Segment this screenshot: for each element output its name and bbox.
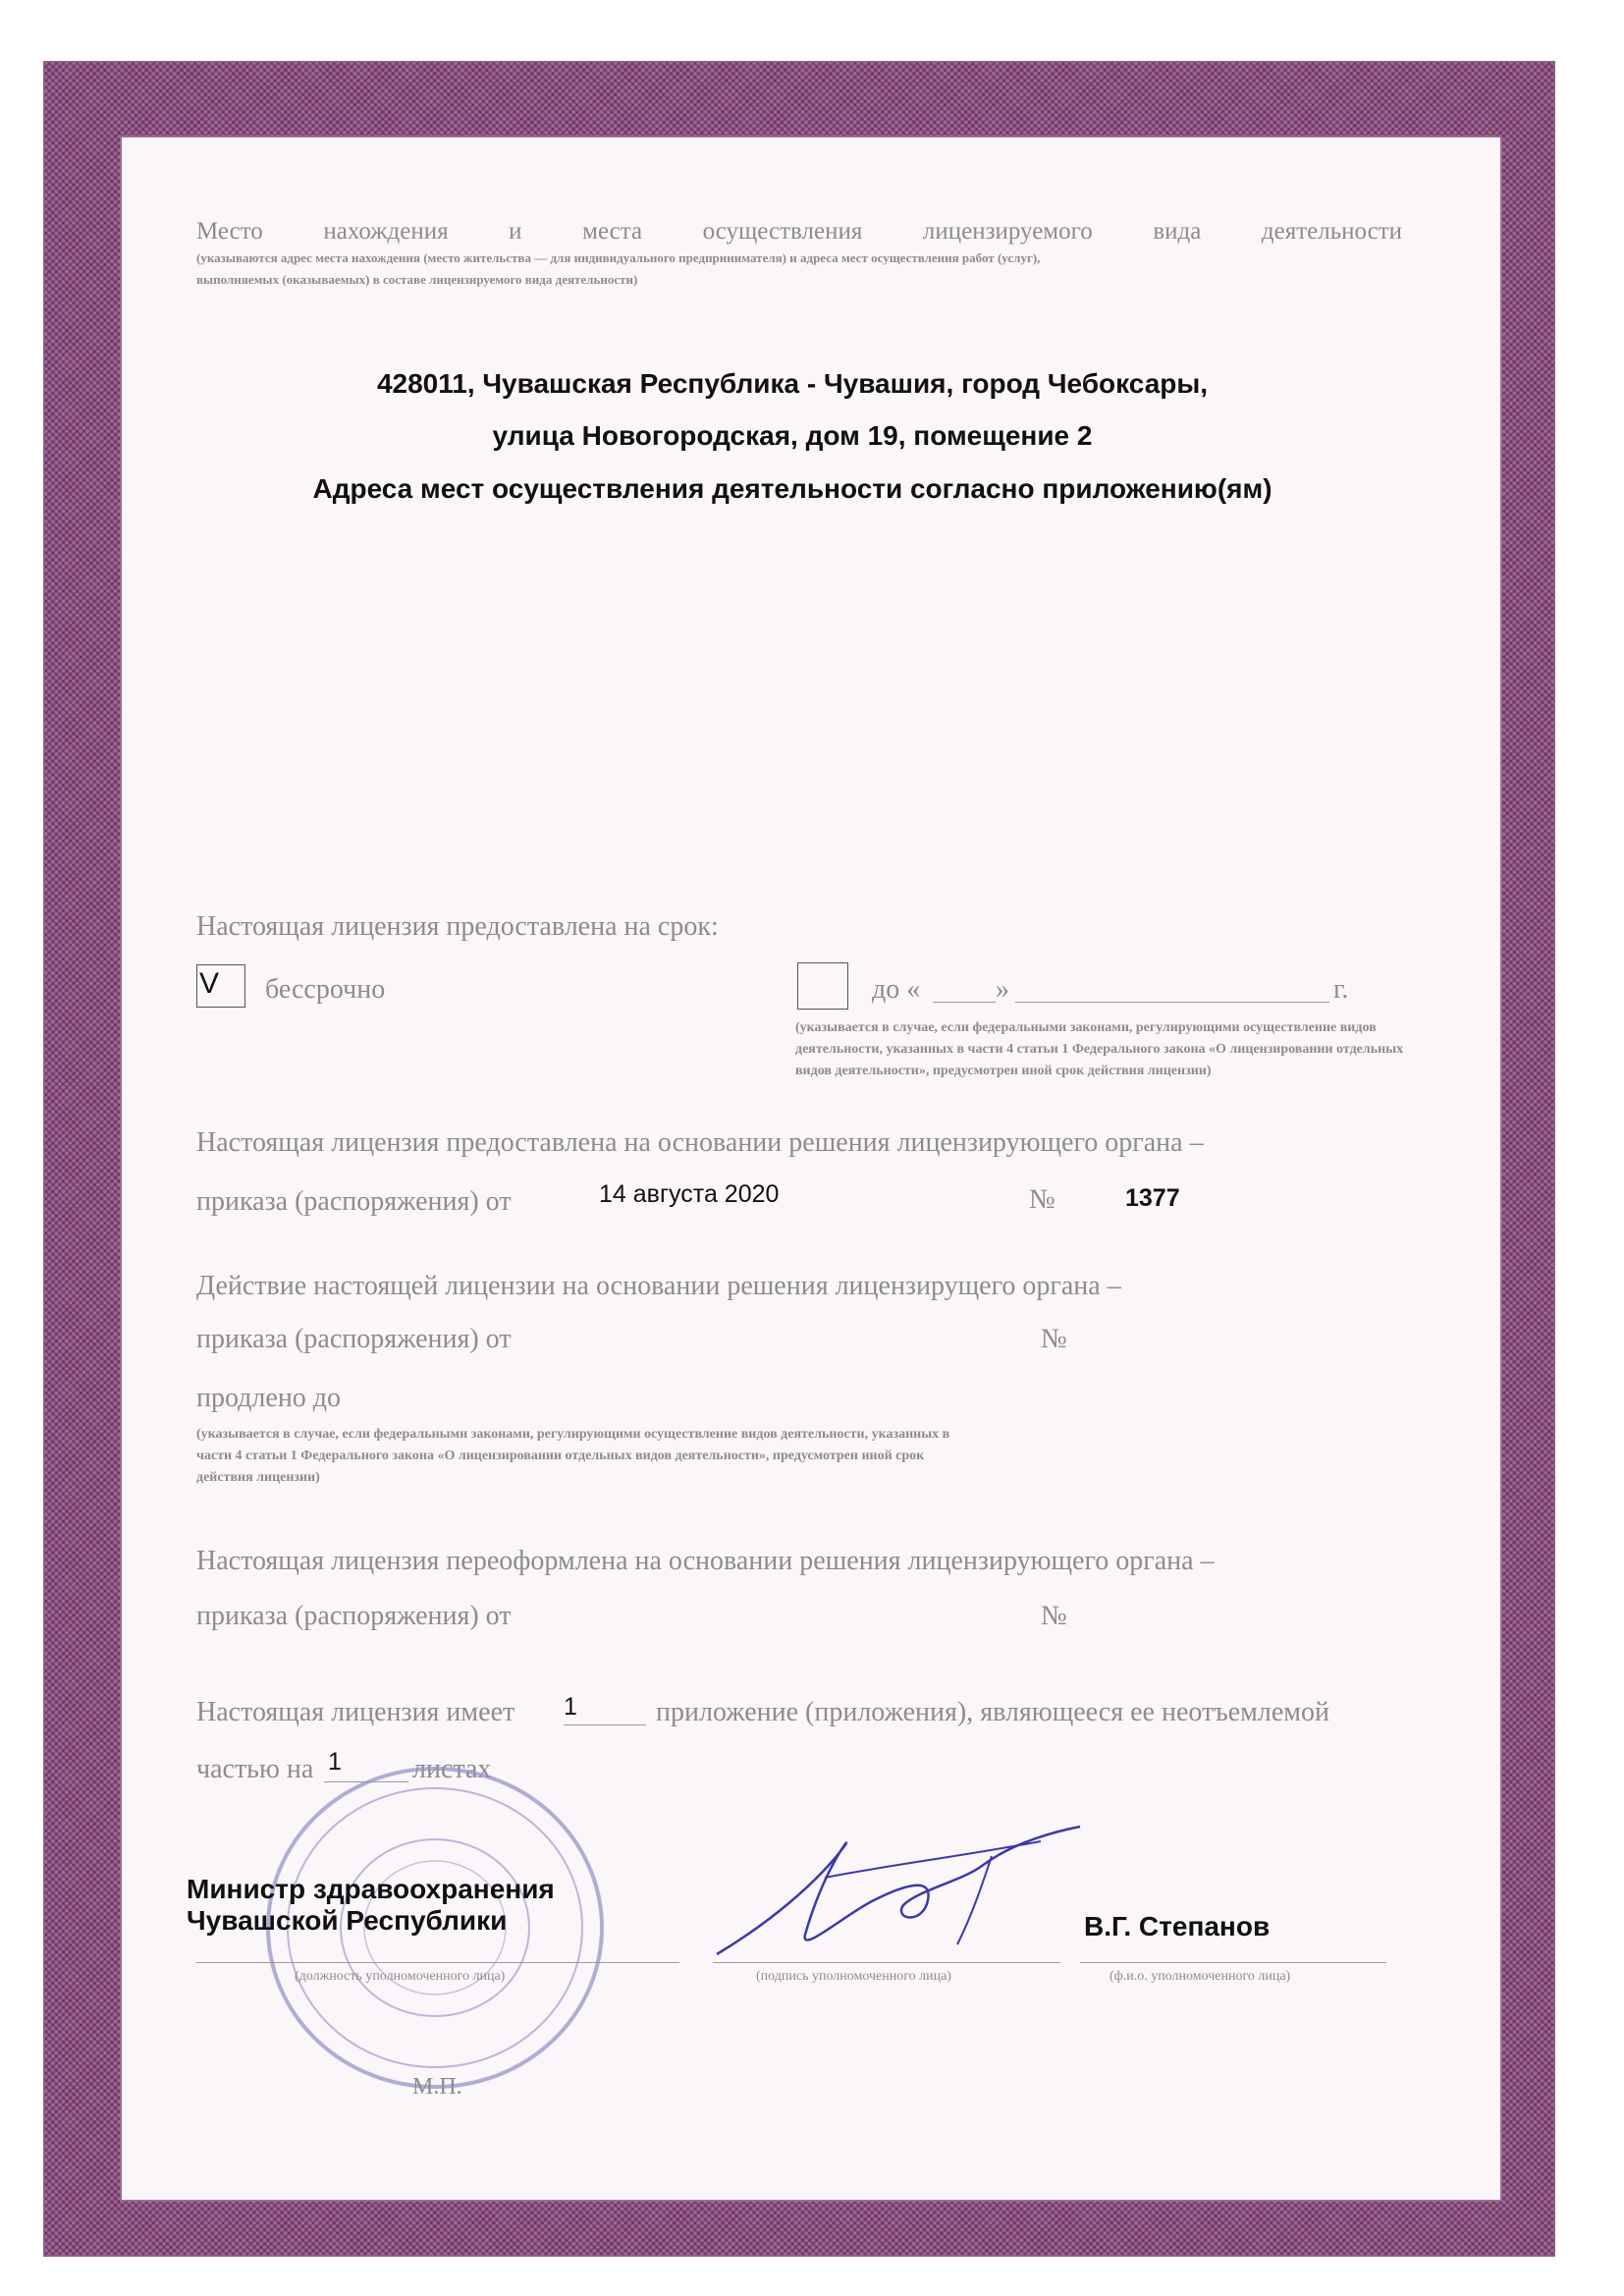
perpetual-checkbox: [196, 964, 245, 1008]
basis-heading: Настоящая лицензия предоставлена на основании решения лицензирующего органа –: [196, 1127, 1204, 1158]
until-label: до «: [872, 974, 921, 1005]
perpetual-label: бессрочно: [265, 974, 386, 1005]
until-year-suffix: г.: [1333, 974, 1349, 1005]
signer-name: В.Г. Степанов: [1084, 1911, 1271, 1941]
basis-order-number: 1377: [1125, 1184, 1180, 1212]
appendix-text-after: приложение (приложения), являющееся ее неотъемлемой: [656, 1697, 1329, 1727]
handwritten-signature: [707, 1807, 1100, 1974]
location-note-1: (указываются адрес места нахождения (место жительства — для индивидуального предпринимателя) и адреса мест осуществления работ (услуг),: [196, 250, 1041, 265]
until-date-line: [1015, 1002, 1329, 1003]
extension-heading: Действие настоящей лицензии на основании решения лицензирущего органа –: [196, 1271, 1121, 1301]
position-line: [196, 1962, 679, 1963]
appendix-count-line: [564, 1724, 646, 1725]
address-line-2: улица Новогородская, дом 19, помещение 2: [492, 420, 1093, 451]
basis-order-date: 14 августа 2020: [599, 1180, 780, 1208]
appendix-count: 1: [564, 1693, 577, 1721]
extension-note: (указывается в случае, если федеральными законами, регулирующими осуществление видов деятельности, указанных в части 4 статьи 1 Федерального закона «О лицензировании отдельных видов деятельности», предусмотрен иной срок действия лицензии): [196, 1427, 950, 1485]
location-note-2: выполняемых (оказываемых) в составе лицензируемого вида деятельности): [196, 272, 638, 287]
address-line-3: Адреса мест осуществления деятельности согласно приложению(ям): [312, 473, 1272, 504]
extension-order-label: приказа (распоряжения) от: [196, 1324, 512, 1354]
term-heading: Настоящая лицензия предоставлена на срок:: [196, 911, 719, 942]
reissue-number-label: №: [1041, 1601, 1067, 1631]
location-title: Место нахождения и места осуществления лицензируемого вида деятельности: [196, 218, 1402, 245]
sheets-text-before: частью на: [196, 1754, 314, 1784]
sheets-count: 1: [328, 1748, 342, 1776]
signature-line: [713, 1962, 1060, 1963]
basis-number-label: №: [1029, 1184, 1056, 1215]
extended-until-label: продлено до: [196, 1383, 342, 1413]
signer-position-line-2: Чувашской Республики: [187, 1905, 508, 1936]
position-caption: (должность уполномоченного лица): [295, 1969, 506, 1984]
seal-label: М.П.: [412, 2074, 462, 2100]
signer-position-line-1: Министр здравоохранения: [187, 1874, 555, 1904]
address-line-1: 428011, Чувашская Республика - Чувашия, город Чебоксары,: [376, 368, 1209, 399]
basis-order-label: приказа (распоряжения) от: [196, 1186, 512, 1217]
signature-caption: (подпись уполномоченного лица): [756, 1969, 951, 1984]
perpetual-check-mark: V: [199, 967, 220, 1000]
extension-number-label: №: [1041, 1324, 1067, 1354]
name-caption: (ф.и.о. уполномоченного лица): [1110, 1969, 1291, 1984]
sheets-text-after: листах: [412, 1754, 492, 1784]
until-day-line: [933, 1002, 996, 1003]
name-line: [1080, 1962, 1386, 1963]
reissue-order-label: приказа (распоряжения) от: [196, 1601, 512, 1631]
reissue-heading: Настоящая лицензия переоформлена на основании решения лицензирующего органа –: [196, 1546, 1215, 1576]
until-note: (указывается в случае, если федеральными законами, регулирующими осуществление видов деятельности, указанных в части 4 статьи 1 Федерального закона «О лицензировании отдельных видов деятельности», предусмотрен иной срок действия лицензии): [795, 1020, 1404, 1078]
until-checkbox: [797, 962, 848, 1010]
until-close-quote: »: [996, 974, 1009, 1005]
appendix-text-before: Настоящая лицензия имеет: [196, 1697, 515, 1727]
